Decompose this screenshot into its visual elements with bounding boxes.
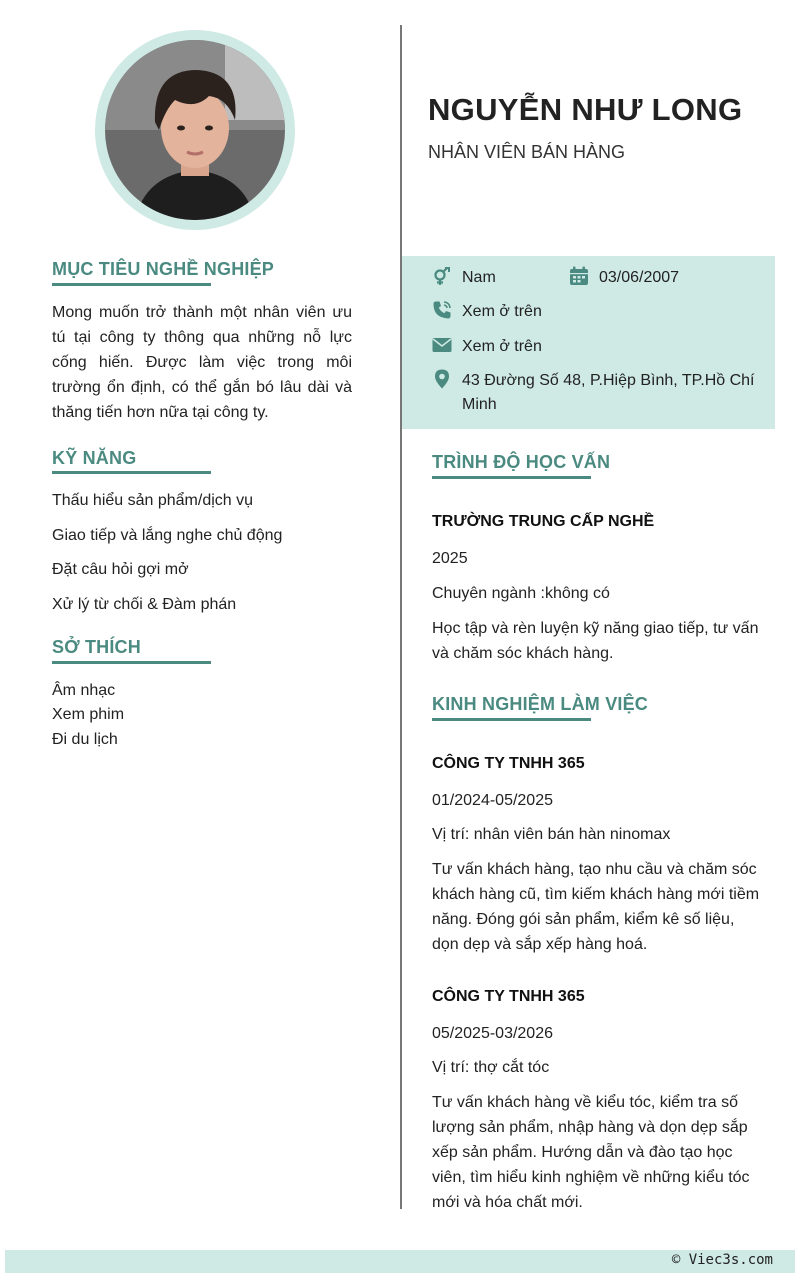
school-name: TRƯỜNG TRUNG CẤP NGHỀ — [432, 513, 655, 530]
hobby-item: Xem phim — [52, 706, 125, 723]
profile-role: NHÂN VIÊN BÁN HÀNG — [428, 142, 626, 162]
job-desc: Tư vấn khách hàng, tạo nhu cầu và chăm sóc khách hàng cũ, tìm kiếm khách hàng mới tiềm năng. Đóng gói sản phẩm, kiểm kê số liệu, dọn dẹp và sắp xếp hàng hoá. — [432, 861, 760, 953]
hobbies-title: SỞ THÍCH — [52, 637, 141, 657]
job-company: CÔNG TY TNHH 365 — [432, 755, 585, 772]
skill-item: Xử lý từ chối & Đàm phán — [52, 596, 237, 613]
footer-bar — [5, 1250, 795, 1273]
birthday-value: 03/06/2007 — [599, 269, 680, 286]
skills-title: KỸ NĂNG — [52, 448, 137, 468]
calendar-icon — [569, 266, 589, 286]
profile-name: NGUYỄN NHƯ LONG — [428, 92, 743, 127]
location-icon — [432, 369, 452, 389]
hobbies-underline — [52, 661, 211, 664]
phone-icon — [432, 300, 452, 320]
skill-item: Giao tiếp và lắng nghe chủ động — [52, 527, 283, 544]
job-company: CÔNG TY TNHH 365 — [432, 988, 585, 1005]
mail-icon — [432, 335, 452, 355]
skills-underline — [52, 471, 211, 474]
experience-title: KINH NGHIỆM LÀM VIỆC — [432, 694, 649, 714]
education-year: 2025 — [432, 550, 468, 567]
skill-item: Đặt câu hỏi gợi mở — [52, 561, 189, 578]
hobby-item: Đi du lịch — [52, 731, 118, 748]
avatar — [105, 40, 285, 220]
gender-icon — [432, 267, 452, 287]
job-period: 05/2025-03/2026 — [432, 1025, 553, 1042]
hobby-item: Âm nhạc — [52, 682, 116, 699]
education-underline — [432, 476, 591, 479]
objective-underline — [52, 283, 211, 286]
column-divider — [400, 25, 402, 1209]
skill-item: Thấu hiểu sản phẩm/dịch vụ — [52, 492, 254, 509]
job-period: 01/2024-05/2025 — [432, 792, 553, 809]
footer-credit: © Viec3s.com — [671, 1252, 773, 1268]
experience-underline — [432, 718, 591, 721]
education-major: Chuyên ngành :không có — [432, 585, 610, 602]
address-value: 43 Đường Số 48, P.Hiệp Bình, TP.Hồ Chí Minh — [462, 372, 755, 413]
objective-title: MỤC TIÊU NGHỀ NGHIỆP — [52, 259, 275, 279]
job-position: Vị trí: nhân viên bán hàn ninomax — [432, 826, 671, 843]
objective-text: Mong muốn trở thành một nhân viên ưu tú tại công ty thông qua những nỗ lực cống hiến. Được làm việc trong môi trường ổn định, có thể gắn bó lâu dài và thăng tiến hơn nữa tại công ty. — [52, 304, 352, 421]
education-title: TRÌNH ĐỘ HỌC VẤN — [432, 452, 611, 472]
gender-value: Nam — [462, 269, 496, 286]
job-desc: Tư vấn khách hàng về kiểu tóc, kiểm tra số lượng sản phẩm, nhập hàng và dọn dẹp sắp xếp sản phẩm. Hướng dẫn và đào tạo học viên, tìm hiểu kinh nghiệm về những kiểu tóc mới và hóa chất mới. — [432, 1094, 750, 1211]
job-position: Vị trí: thợ cắt tóc — [432, 1059, 550, 1076]
email-value: Xem ở trên — [462, 338, 542, 355]
education-desc: Học tập và rèn luyện kỹ năng giao tiếp, tư vấn và chăm sóc khách hàng. — [432, 620, 759, 662]
phone-value: Xem ở trên — [462, 303, 542, 320]
